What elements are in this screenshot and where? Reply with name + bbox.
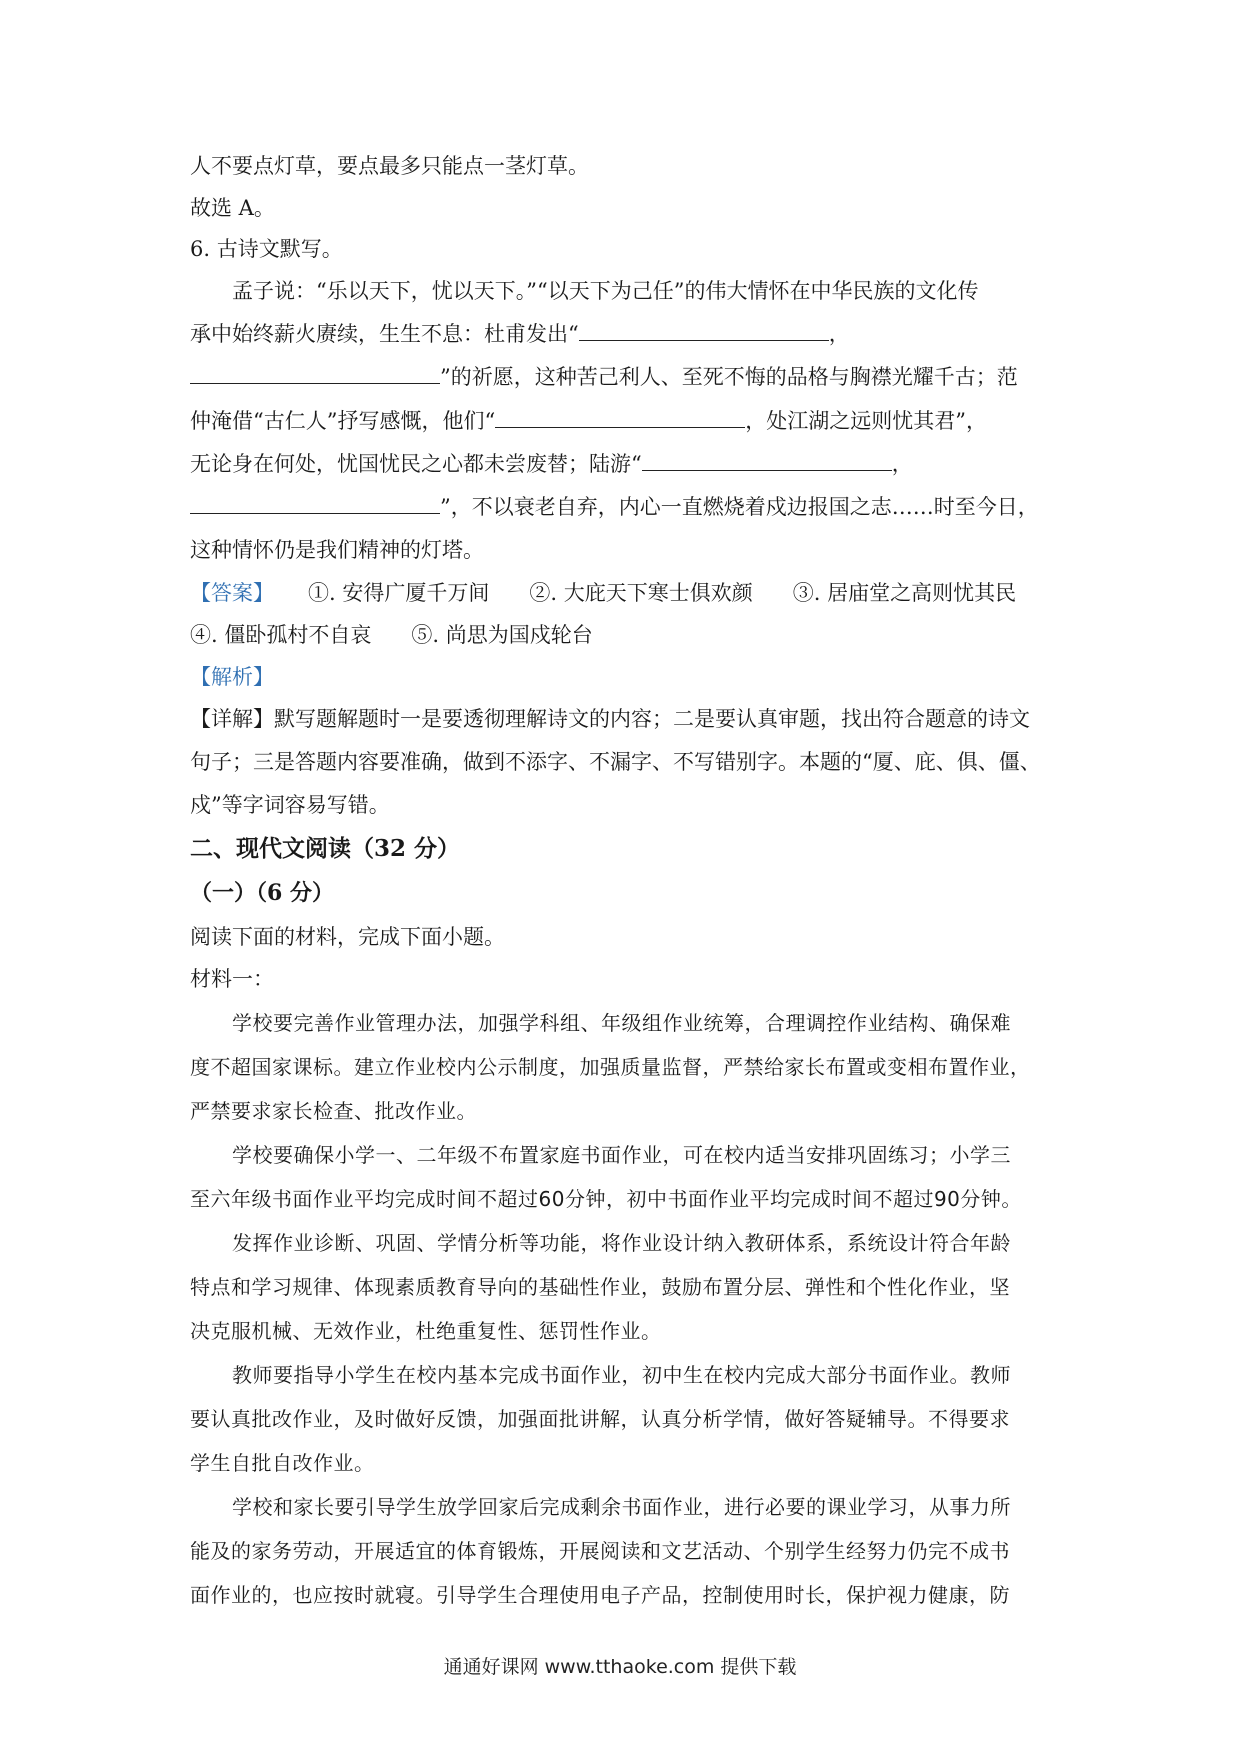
answer-line-1 [190, 572, 1060, 614]
material-line: 面作业的，也应按时就寝。引导学生合理使用电子产品，控制使用时长，保护视力健康，防 [190, 1583, 1010, 1607]
material-line: 教师要指导小学生在校内基本完成书面作业，初中生在校内完成大部分书面作业。教师 [232, 1363, 1011, 1387]
material-line: 学校要完善作业管理办法，加强学科组、年级组作业统筹，合理调控作业结构、确保难 [232, 1011, 1011, 1035]
analysis-detail-1: 【详解】默写题解题时一是要透彻理解诗文的内容；二是要认真审题，找出符合题意的诗文 [190, 707, 1030, 731]
fill-blank-2[interactable] [190, 357, 440, 384]
material-line: 至六年级书面作业平均完成时间不超过60分钟，初中书面作业平均完成时间不超过90分钟。 [190, 1187, 1022, 1211]
material-line: 学生自批自改作业。 [190, 1451, 375, 1475]
material-line: 学校和家长要引导学生放学回家后完成剩余书面作业，进行必要的课业学习，从事力所 [232, 1495, 1011, 1519]
question-6-text-5a: 无论身在何处，忧国忧民之心都未尝废替；陆游“ [190, 452, 642, 476]
question-6-text-6a: ”，不以衰老自弃，内心一直燃烧着戍边报国之志……时至今日， [440, 495, 1039, 519]
question-6-text-7: 这种情怀仍是我们精神的灯塔。 [190, 538, 484, 562]
reading-instruction: 阅读下面的材料，完成下面小题。 [190, 925, 505, 949]
question-6-text-5b: ， [891, 452, 913, 476]
question-6-text-3a: ”的祈愿，这种苦己利人、至死不悔的品格与胸襟光耀千古；范 [440, 365, 1018, 389]
intro-line-2: 故选 A。 [190, 196, 275, 220]
material-line: 特点和学习规律、体现素质教育导向的基础性作业，鼓励布置分层、弹性和个性化作业，坚 [190, 1275, 1010, 1299]
question-6-text-4b: ，处江湖之远则忧其君”， [745, 409, 987, 433]
answer-4: ④. 僵卧孤村不自哀 [190, 623, 372, 647]
answer-5: ⑤. 尚思为国戍轮台 [411, 623, 593, 647]
page-footer: 通通好课网 www.tthaoke.com 提供下载 [443, 1656, 797, 1678]
material-line: 能及的家务劳动，开展适宜的体育锻炼，开展阅读和文艺活动、个别学生经努力仍完不成书 [190, 1539, 1010, 1563]
question-6-text-2 [190, 313, 1060, 355]
question-6-text-5 [190, 443, 1060, 485]
answer-line-2 [190, 614, 1060, 656]
answer-tag: 【答案】 [190, 581, 274, 605]
section-heading: 二、现代文阅读（32 分） [190, 835, 461, 862]
analysis-detail-2: 句子；三是答题内容要准确，做到不添字、不漏字、不写错别字。本题的“厦、庇、俱、僵、 [190, 750, 1041, 774]
fill-blank-4[interactable] [642, 444, 892, 471]
question-6-text-4a: 仲淹借“古仁人”抒写感慨，他们“ [190, 409, 496, 433]
question-6-text-2a: 承中始终薪火赓续，生生不息：杜甫发出“ [190, 322, 579, 346]
question-6-text-4 [190, 400, 1060, 442]
intro-line-1: 人不要点灯草，要点最多只能点一茎灯草。 [190, 154, 589, 178]
question-6-number: 6. 古诗文默写。 [190, 237, 343, 261]
question-6-text-3 [190, 356, 1060, 398]
question-6-text-1: 孟子说：“乐以天下，忧以天下。”“以天下为己任”的伟大情怀在中华民族的文化传 [232, 279, 979, 303]
analysis-tag: 【解析】 [190, 665, 274, 689]
answer-1: ①. 安得广厦千万间 [308, 581, 490, 605]
fill-blank-1[interactable] [579, 314, 829, 341]
material-line: 严禁要求家长检查、批改作业。 [190, 1099, 477, 1123]
material-line: 学校要确保小学一、二年级不布置家庭书面作业，可在校内适当安排巩固练习；小学三 [232, 1143, 1011, 1167]
fill-blank-3[interactable] [495, 401, 745, 428]
fill-blank-5[interactable] [190, 487, 440, 514]
analysis-detail-3: 戍”等字词容易写错。 [190, 793, 390, 817]
material-label: 材料一： [190, 967, 274, 991]
material-line: 发挥作业诊断、巩固、学情分析等功能，将作业设计纳入教研体系，系统设计符合年龄 [232, 1231, 1011, 1255]
answer-3: ③. 居庙堂之高则忧其民 [792, 581, 1017, 605]
question-6-text-2b: ， [828, 322, 850, 346]
subsection-heading: （一）（6 分） [190, 880, 334, 906]
answer-2: ②. 大庇天下寒士俱欢颜 [529, 581, 753, 605]
question-6-text-6 [190, 486, 1060, 528]
material-line: 度不超国家课标。建立作业校内公示制度，加强质量监督，严禁给家长布置或变相布置作业， [190, 1055, 1031, 1079]
material-line: 决克服机械、无效作业，杜绝重复性、惩罚性作业。 [190, 1319, 662, 1343]
material-line: 要认真批改作业，及时做好反馈，加强面批讲解，认真分析学情，做好答疑辅导。不得要求 [190, 1407, 1010, 1431]
